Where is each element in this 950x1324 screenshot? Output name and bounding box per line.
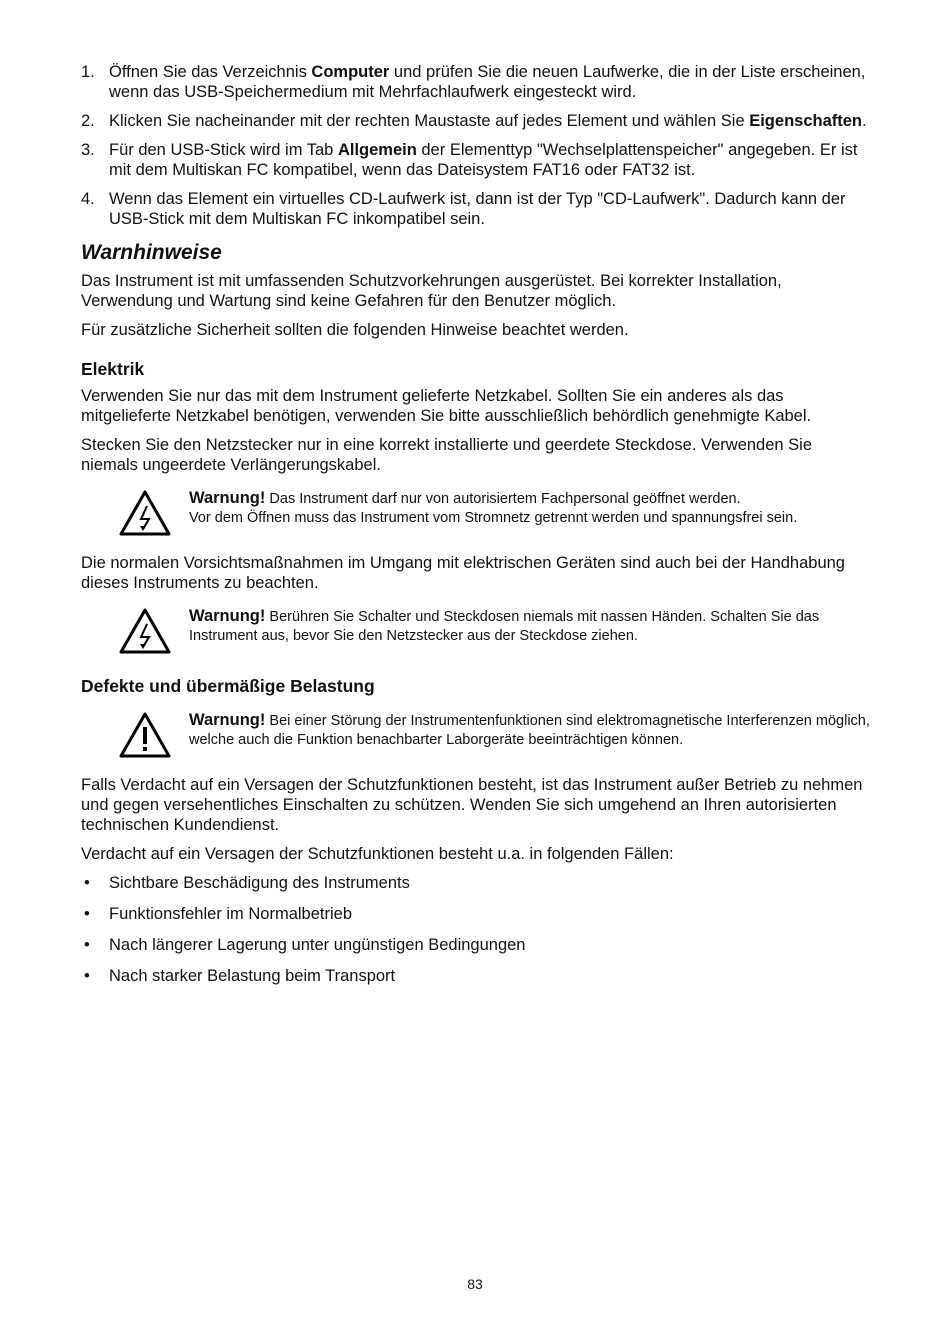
list-item-text: Nach starker Belastung beim Transport: [109, 967, 396, 985]
step-text: Öffnen Sie das Verzeichnis: [109, 63, 312, 81]
paragraph: Verwenden Sie nur das mit dem Instrument gelieferte Netzkabel. Sollten Sie ein anderes als das mitgelieferte Netzkabel benötigen, verwenden Sie bitte ausschließlich behördlich genehmigte Kabel.: [81, 387, 812, 425]
high-voltage-warning-icon: [118, 607, 172, 655]
step-bold: Allgemein: [337, 141, 417, 159]
warning-box: [81, 489, 871, 539]
list-item: [81, 873, 871, 893]
bullet: •: [84, 874, 90, 892]
bullet: •: [84, 905, 90, 923]
warning-box: [81, 607, 871, 657]
paragraph: Falls Verdacht auf ein Versagen der Schutzfunktionen besteht, ist das Instrument außer Betrieb zu nehmen und gegen versehentliches Einschalten zu schützen. Wenden Sie sich umgehend an Ihren autorisierten technischen Kundendienst.: [81, 776, 863, 834]
paragraph: Die normalen Vorsichtsmaßnahmen im Umgang mit elektrischen Geräten sind auch bei der Handhabung dieses Instruments zu beachten.: [81, 554, 845, 592]
list-item-text: Sichtbare Beschädigung des Instruments: [109, 874, 410, 892]
step-item: [81, 111, 871, 131]
step-bold: Eigenschaften: [749, 112, 862, 130]
step-item: [81, 189, 871, 229]
subsection-title-elektrik: Elektrik: [81, 359, 145, 379]
step-text: Klicken Sie nacheinander mit der rechten Maustaste auf jedes Element und wählen Sie: [109, 112, 750, 130]
subsection-title-defekte: Defekte und übermäßige Belastung: [81, 676, 375, 696]
warning-text: Bei einer Störung der Instrumentenfunktionen sind elektromagnetische Interferenzen möglich, welche auch die Funktion benachbarter Laborgeräte beeinträchtigen können.: [189, 713, 870, 748]
paragraph: Das Instrument ist mit umfassenden Schutzvorkehrungen ausgerüstet. Bei korrekter Installation, Verwendung und Wartung sind keine Gefahren für den Benutzer möglich.: [81, 272, 782, 310]
section-title-warnhinweise: Warnhinweise: [81, 241, 222, 264]
step-number: 1.: [81, 63, 95, 81]
list-item-text: Nach längerer Lagerung unter ungünstigen Bedingungen: [109, 936, 526, 954]
warning-text: Vor dem Öffnen muss das Instrument vom Stromnetz getrennt werden und spannungsfrei sein.: [189, 510, 798, 526]
warning-box: [81, 711, 871, 761]
list-item: [81, 966, 871, 986]
warning-text: Das Instrument darf nur von autorisiertem Fachpersonal geöffnet werden.: [265, 491, 741, 507]
step-number: 3.: [81, 141, 95, 159]
warning-label: Warnung!: [189, 489, 266, 507]
step-text: Für den USB-Stick wird im Tab: [109, 141, 338, 159]
bullet: •: [84, 936, 90, 954]
step-number: 2.: [81, 112, 95, 130]
step-text-end: .: [862, 112, 867, 130]
high-voltage-warning-icon: [118, 489, 172, 537]
paragraph: Für zusätzliche Sicherheit sollten die folgenden Hinweise beachtet werden.: [81, 321, 629, 339]
step-text-end: der Elementtyp "Wechselplattenspeicher" angegeben. Er ist mit dem Multiskan FC kompatibel, wenn das Dateisystem FAT16 oder FAT32 ist.: [109, 141, 858, 179]
step-text-end: und prüfen Sie die neuen Laufwerke, die in der Liste erscheinen, wenn das USB-Speichermedium mit Mehrfachlaufwerk eingesteckt wird.: [109, 63, 866, 101]
bullet: •: [84, 967, 90, 985]
warning-text: Berühren Sie Schalter und Steckdosen niemals mit nassen Händen. Schalten Sie das Instrument aus, bevor Sie den Netzstecker aus der Steckdose ziehen.: [189, 609, 820, 644]
step-text: Wenn das Element ein virtuelles CD-Laufwerk ist, dann ist der Typ "CD-Laufwerk". Dadurch kann der USB-Stick mit dem Multiskan FC inkompatibel sein.: [109, 190, 846, 228]
step-item: [81, 140, 871, 180]
step-item: [81, 62, 871, 102]
list-item-text: Funktionsfehler im Normalbetrieb: [109, 905, 353, 923]
step-number: 4.: [81, 190, 95, 208]
warning-label: Warnung!: [189, 711, 266, 729]
list-item: [81, 904, 871, 924]
general-warning-icon: [118, 711, 172, 759]
page-number: 83: [467, 1276, 483, 1292]
paragraph: Stecken Sie den Netzstecker nur in eine korrekt installierte und geerdete Steckdose. Verwenden Sie niemals ungeerdete Verlängerungskabel.: [81, 436, 813, 474]
step-bold: Computer: [311, 63, 390, 81]
list-item: [81, 935, 871, 955]
steps-list: [81, 62, 871, 229]
warning-label: Warnung!: [189, 607, 266, 625]
bullet-list: [81, 873, 871, 986]
document-page: [81, 62, 871, 997]
paragraph: Verdacht auf ein Versagen der Schutzfunktionen besteht u.a. in folgenden Fällen:: [81, 845, 674, 863]
